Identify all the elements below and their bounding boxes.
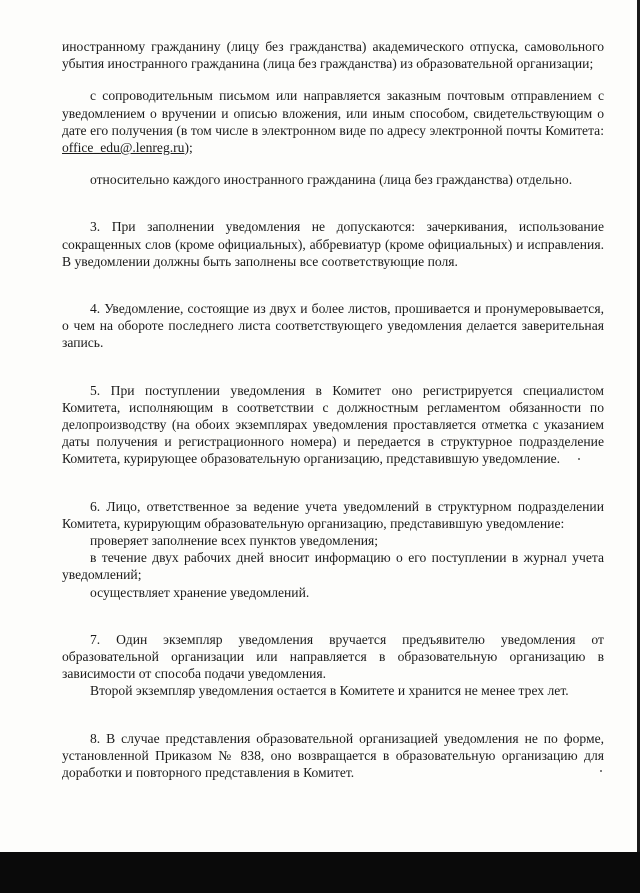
paragraph-academic-leave: иностранному гражданину (лицу без гражданства) академического отпуска, самовольного убытия иностранного гражданина (лица без гражданства) из образовательной организации; (62, 39, 604, 72)
paragraph-storage: осуществляет хранение уведомлений. (90, 584, 310, 600)
paragraph-item-8: 8. В случае представления образовательной организацией уведомления не по форме, установленной Приказом № 838, оно возвращается в образовательную организацию для доработки и повторного представления в Комитет. (62, 730, 604, 781)
committee-email-link[interactable]: office_edu@.lenreg.ru (62, 140, 185, 156)
paragraph-item-5: 5. При поступлении уведомления в Комитет оно регистрируется специалистом Комитета, исполняющим в соответствии с должностным регламентом обязанности по делопроизводству (на обоих экземплярах уведомления проставляется отметка с указанием даты получения и регистрационного номера) и передается в структурное подразделение Комитета, курирующее образовательную организацию, представившую уведомление. (62, 382, 604, 467)
paragraph-item-4: 4. Уведомление, состоящие из двух и более листов, прошивается и пронумеровывается, о чем на обороте последнего листа соответствующего уведомления делается заверительная запись. (62, 301, 604, 351)
document-body (62, 38, 604, 781)
scan-bottom-border (0, 852, 640, 893)
scan-speck (600, 770, 602, 772)
scan-speck (578, 458, 580, 460)
paragraph-check-items: проверяет заполнение всех пунктов уведомления; (90, 533, 379, 549)
paragraph-register-journal: в течение двух рабочих дней вносит информацию о его поступлении в журнал учета уведомлений; (62, 550, 604, 583)
paragraph-delivery-method (62, 87, 604, 156)
paragraph-delivery-text: с сопроводительным письмом или направляется заказным почтовым отправлением с уведомлением о вручении и описью вложения, или иным способом, свидетельствующим о дате его получения (в том числе в электронном виде по адресу электронной почты Комитета: (62, 88, 604, 138)
paragraph-delivery-end: ); (184, 140, 193, 156)
paragraph-second-copy: Второй экземпляр уведомления остается в Комитете и хранится не менее трех лет. (90, 683, 569, 699)
paragraph-item-3: 3. При заполнении уведомления не допускаются: зачеркивания, использование сокращенных слов (кроме официальных), аббревиатур (кроме официальных) и исправления. В уведомлении должны быть заполнены все соответствующие поля. (62, 219, 604, 269)
paragraph-each-citizen: относительно каждого иностранного гражданина (лица без гражданства) отдельно. (90, 172, 573, 188)
paragraph-item-6: 6. Лицо, ответственное за ведение учета уведомлений в структурном подразделении Комитета, курирующим образовательную организацию, представившую уведомление: (62, 498, 604, 531)
paragraph-item-7: 7. Один экземпляр уведомления вручается предъявителю уведомления от образовательной организации или направляется в образовательную организацию в зависимости от способа подачи уведомления. (62, 631, 604, 682)
